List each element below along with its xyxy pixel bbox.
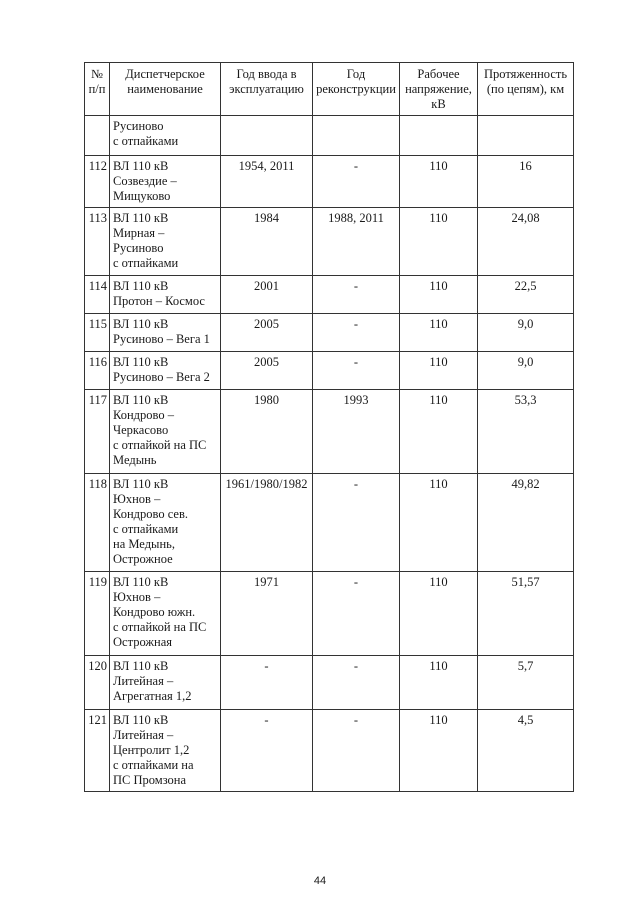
table-row [85,710,574,792]
table-row [85,208,574,276]
table-row [85,572,574,656]
header-length: Протяженность (по цепям), км [478,63,574,116]
row-voltage: 110 [400,352,478,390]
row-length: 5,7 [478,656,574,710]
row-year-recon [313,116,400,156]
row-num: 114 [85,276,110,314]
row-year-in: 1980 [221,390,313,474]
row-year-recon: - [313,572,400,656]
row-year-in: 1954, 2011 [221,156,313,208]
row-length [478,116,574,156]
table-row [85,314,574,352]
row-length: 4,5 [478,710,574,792]
row-year-recon: - [313,314,400,352]
row-name: ВЛ 110 кВ Созвездие – Мищуково [110,156,221,208]
row-voltage: 110 [400,314,478,352]
row-year-recon: - [313,352,400,390]
row-voltage: 110 [400,656,478,710]
row-year-in: 1971 [221,572,313,656]
row-voltage: 110 [400,710,478,792]
page-number: 44 [313,875,327,887]
row-num [85,116,110,156]
row-name: ВЛ 110 кВ Русиново – Вега 2 [110,352,221,390]
row-name: Русиново с отпайками [110,116,221,156]
row-num: 121 [85,710,110,792]
table-row [85,390,574,474]
row-year-recon: - [313,710,400,792]
row-length: 24,08 [478,208,574,276]
row-year-in: 2001 [221,276,313,314]
row-length: 22,5 [478,276,574,314]
row-num: 120 [85,656,110,710]
lines-table [84,62,574,792]
row-length: 51,57 [478,572,574,656]
row-length: 53,3 [478,390,574,474]
row-year-in: 2005 [221,352,313,390]
row-name: ВЛ 110 кВ Русиново – Вега 1 [110,314,221,352]
row-length: 9,0 [478,352,574,390]
row-name: ВЛ 110 кВ Мирная – Русиново с отпайками [110,208,221,276]
row-year-in: 1961/1980/1982 [221,474,313,572]
row-num: 115 [85,314,110,352]
row-year-recon: - [313,276,400,314]
header-voltage: Рабочее напряжение, кВ [400,63,478,116]
row-length: 16 [478,156,574,208]
row-year-recon: - [313,656,400,710]
row-voltage: 110 [400,276,478,314]
row-year-in: 2005 [221,314,313,352]
row-length: 9,0 [478,314,574,352]
row-year-recon: 1988, 2011 [313,208,400,276]
header-year-in: Год ввода в эксплуатацию [221,63,313,116]
row-num: 113 [85,208,110,276]
row-name: ВЛ 110 кВ Кондрово – Черкасово с отпайкой на ПС Медынь [110,390,221,474]
table-body [85,116,574,792]
table-row [85,352,574,390]
row-voltage: 110 [400,156,478,208]
row-name: ВЛ 110 кВ Литейная – Агрегатная 1,2 [110,656,221,710]
header-name: Диспетчерское наименование [110,63,221,116]
table-row [85,656,574,710]
row-voltage: 110 [400,390,478,474]
row-year-in: - [221,656,313,710]
row-num: 112 [85,156,110,208]
row-voltage: 110 [400,208,478,276]
row-year-recon: 1993 [313,390,400,474]
row-voltage [400,116,478,156]
row-voltage: 110 [400,572,478,656]
row-length: 49,82 [478,474,574,572]
row-num: 118 [85,474,110,572]
row-name: ВЛ 110 кВ Протон – Космос [110,276,221,314]
row-voltage: 110 [400,474,478,572]
row-num: 119 [85,572,110,656]
row-name: ВЛ 110 кВ Юхнов – Кондрово сев. с отпайками на Медынь, Острожное [110,474,221,572]
row-year-in [221,116,313,156]
header-row [85,63,574,116]
row-name: ВЛ 110 кВ Литейная – Центролит 1,2 с отпайками на ПС Промзона [110,710,221,792]
row-year-recon: - [313,474,400,572]
header-year-recon: Год реконструкции [313,63,400,116]
row-num: 117 [85,390,110,474]
header-num: № п/п [85,63,110,116]
row-year-in: - [221,710,313,792]
row-year-in: 1984 [221,208,313,276]
row-name: ВЛ 110 кВ Юхнов – Кондрово южн. с отпайкой на ПС Острожная [110,572,221,656]
table-row [85,116,574,156]
row-year-recon: - [313,156,400,208]
row-num: 116 [85,352,110,390]
table-row [85,276,574,314]
table-row [85,156,574,208]
table-row [85,474,574,572]
